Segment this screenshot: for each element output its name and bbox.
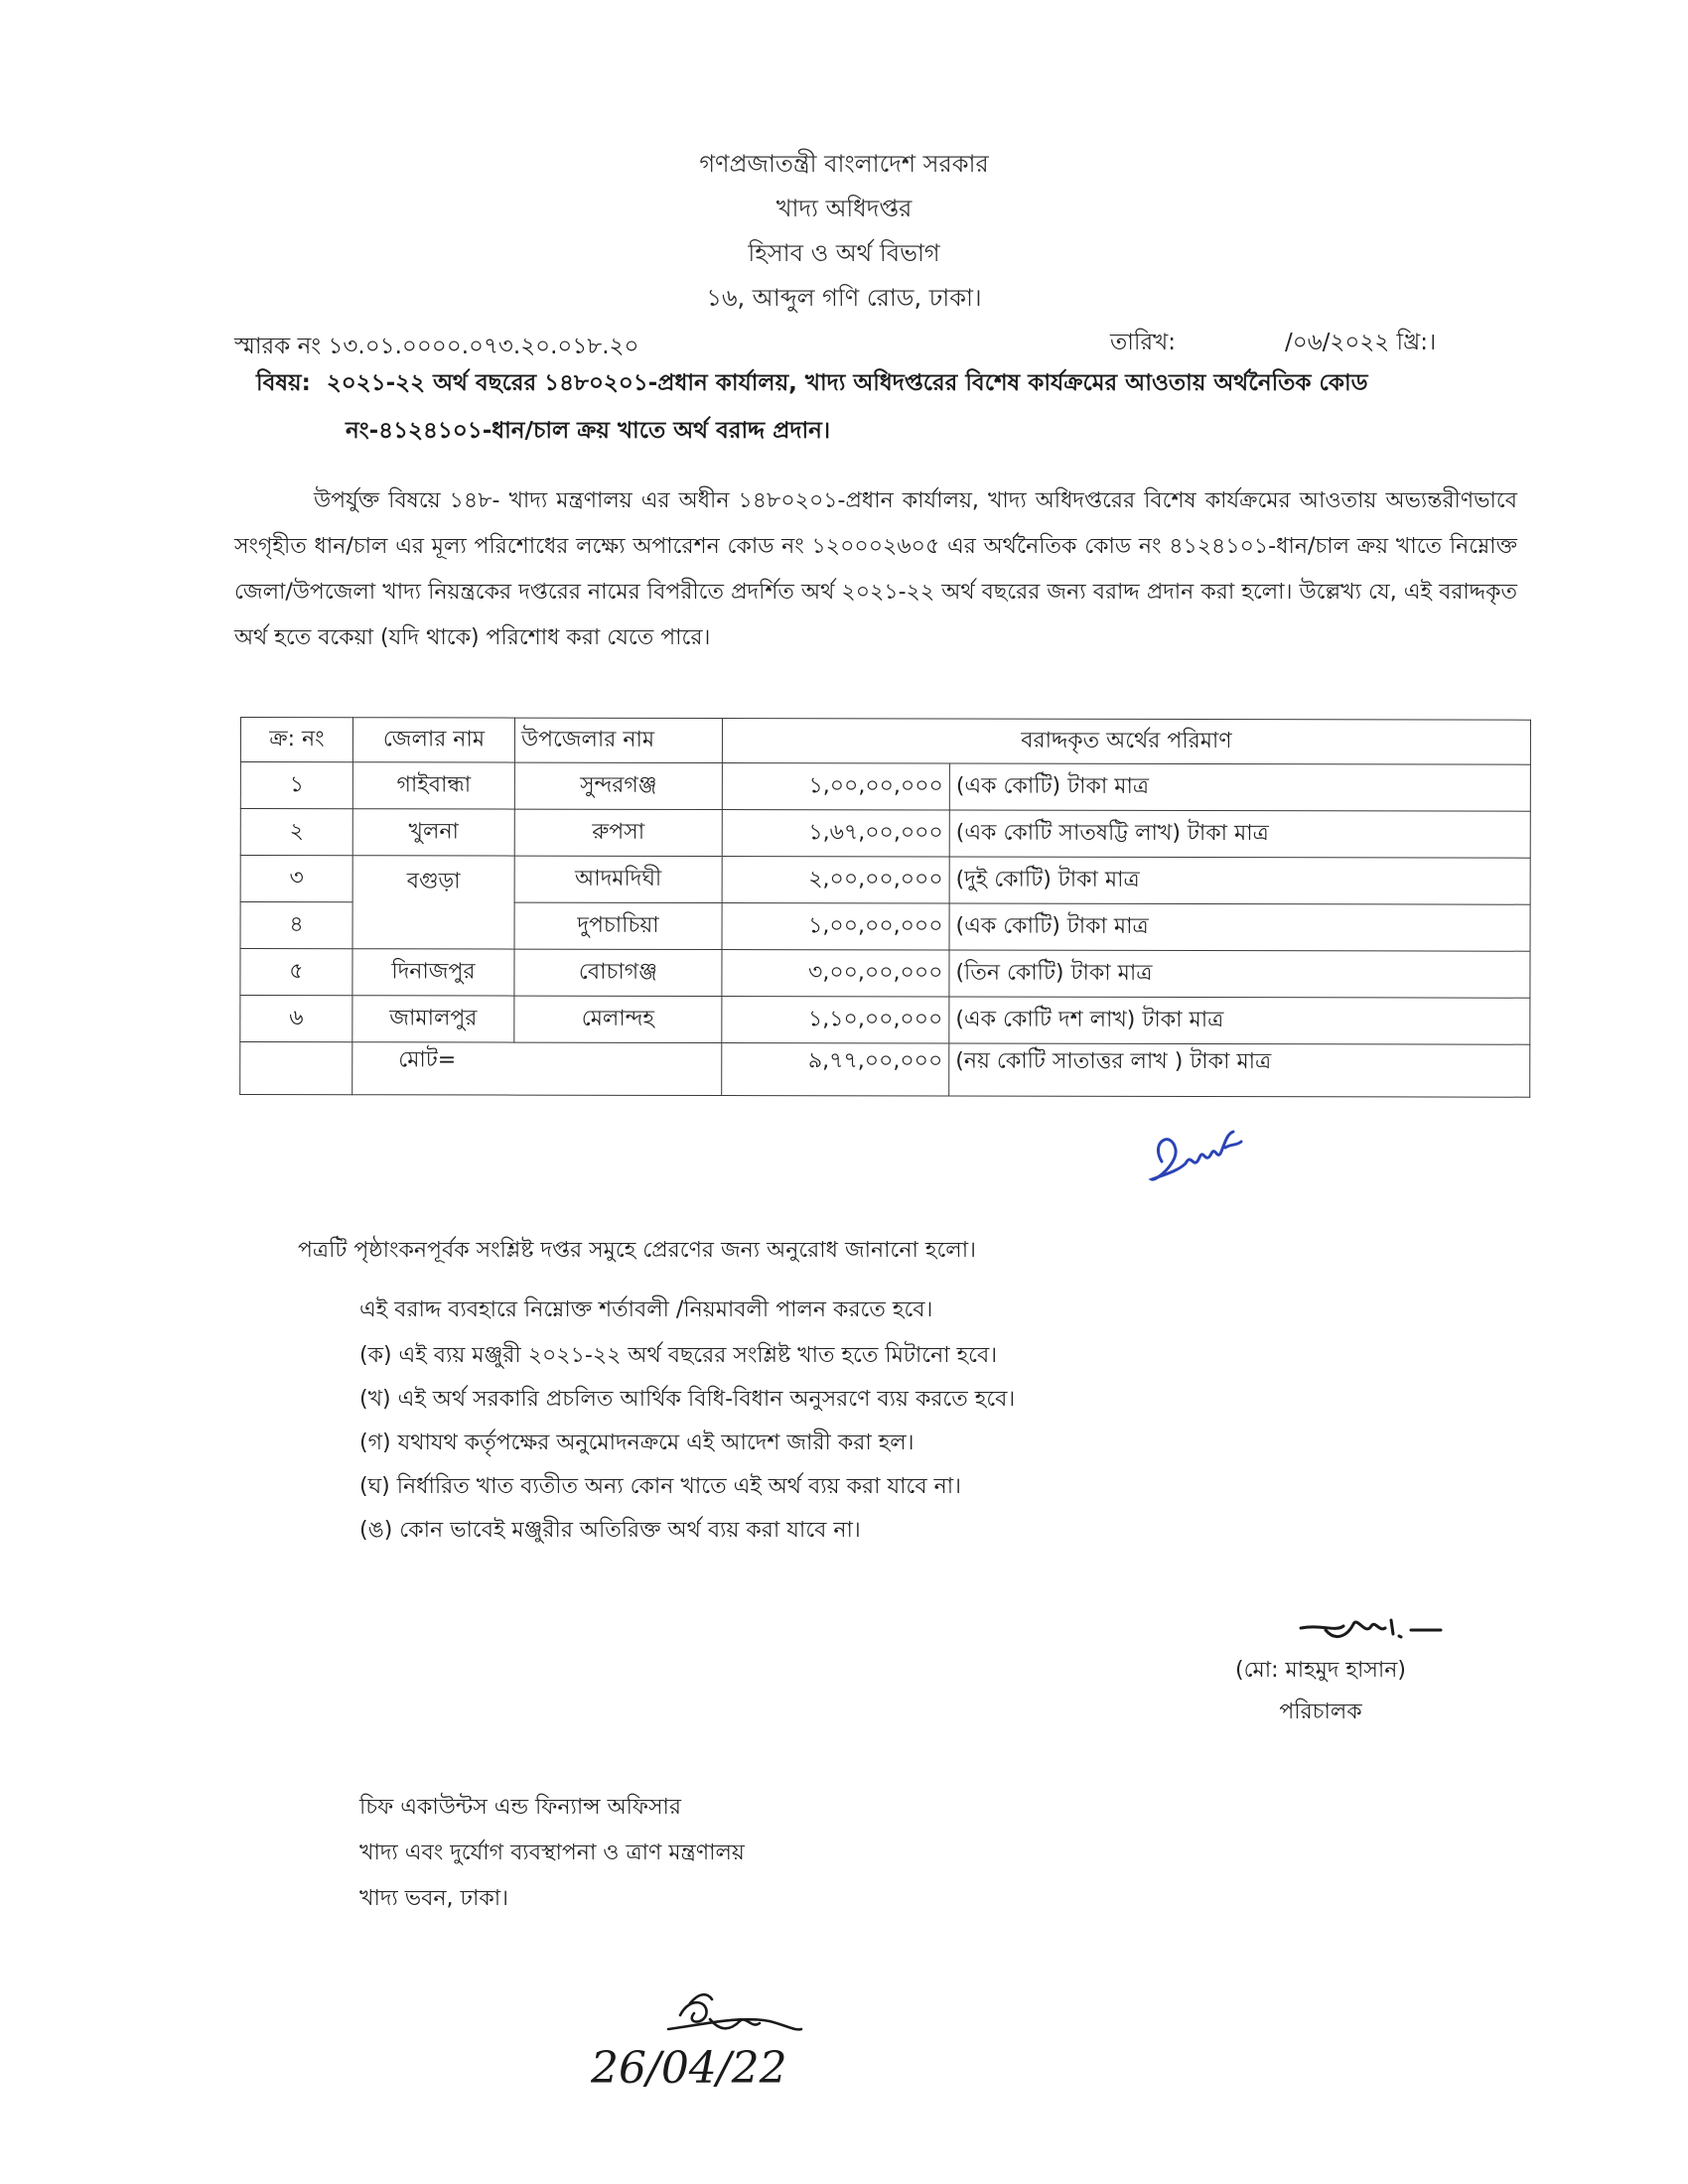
condition-item: (খ) এই অর্থ সরকারি প্রচলিত আর্থিক বিধি-বিধান অনুসরণে ব্যয় করতে হবে।	[359, 1387, 1016, 1412]
header-district: জেলার নাম	[352, 718, 514, 762]
director-signature	[1296, 1606, 1445, 1656]
table-row	[240, 949, 1530, 999]
recipient-line-2: খাদ্য এবং দুর্যোগ ব্যবস্থাপনা ও ত্রাণ মন্ত্রণালয়	[359, 1841, 745, 1865]
header-line-govt: গণপ্রজাতন্ত্রী বাংলাদেশ সরকার	[699, 150, 989, 178]
subject-line-1: ২০২১-২২ অর্থ বছরের ১৪৮০২০১-প্রধান কার্যালয়, খাদ্য অধিদপ্তরের বিশেষ কার্যক্রমের আওতায় অর্থনৈতিক কোড	[326, 370, 1368, 396]
table-total-row	[240, 1042, 1530, 1098]
cell-amount-words: (এক কোটি দশ লাখ) টাকা মাত্র	[949, 997, 1530, 1044]
signatory-block	[1172, 1650, 1470, 1733]
blue-initials-mark	[1142, 1102, 1251, 1191]
cell-amount: ১,০০,০০,০০০	[722, 763, 949, 810]
condition-item: (ক) এই ব্যয় মঞ্জুরী ২০২১-২২ অর্থ বছরের সংশ্লিষ্ট খাত হতে মিটানো হবে।	[359, 1343, 998, 1368]
signatory-designation: পরিচালক	[1279, 1700, 1362, 1724]
condition-item: (গ) যথাযথ কর্তৃপক্ষের অনুমোদনক্রমে এই আদেশ জারী করা হল।	[359, 1431, 914, 1455]
condition-item: (ঙ) কোন ভাবেই মঞ্জুরীর অতিরিক্ত অর্থ ব্যয় করা যাবে না।	[359, 1518, 861, 1543]
recipient-line-3: খাদ্য ভবন, ঢাকা।	[359, 1886, 508, 1911]
cell-amount-words: (এক কোটি) টাকা মাত্র	[949, 903, 1530, 951]
cell-amount: ১,১০,০০,০০০	[722, 997, 949, 1043]
cell-upazila: দুপচাচিয়া	[514, 902, 722, 949]
cell-serial: ৪	[240, 902, 352, 949]
header-line-directorate: খাদ্য অধিদপ্তর	[775, 195, 913, 222]
header-serial: ক্র: নং	[240, 718, 352, 762]
cell-upazila: বোচাগঞ্জ	[514, 949, 722, 996]
subject-label: বিষয়:	[256, 370, 311, 396]
memo-number: স্মারক নং ১৩.০১.০০০০.০৭৩.২০.০১৮.২০	[234, 334, 639, 359]
header-line-address: ১৬, আব্দুল গণি রোড, ঢাকা।	[706, 284, 982, 312]
cell-district: বগুড়া	[352, 856, 514, 949]
table-header-row	[240, 718, 1530, 765]
condition-item: (ঘ) নির্ধারিত খাত ব্যতীত অন্য কোন খাতে এই অর্থ ব্যয় করা যাবে না।	[359, 1474, 961, 1499]
table-row	[240, 856, 1530, 905]
cell-upazila: সুন্দরগঞ্জ	[514, 762, 722, 809]
cell-district: গাইবান্ধা	[352, 762, 514, 809]
subject	[256, 359, 1507, 455]
cell-serial: ৫	[240, 949, 352, 996]
total-amount-words: (নয় কোটি সাতাত্তর লাখ ) টাকা মাত্র	[949, 1043, 1530, 1097]
cell-upazila: রুপসা	[514, 809, 722, 856]
cell-amount: ১,০০,০০,০০০	[722, 903, 949, 950]
cell-district: খুলনা	[352, 809, 514, 856]
request-text: পত্রটি পৃষ্ঠাংকনপূর্বক সংশ্লিষ্ট দপ্তর সমুহে প্রেরণের জন্য অনুরোধ জানানো হলো।	[298, 1238, 976, 1263]
cell-amount: ১,৬৭,০০,০০০	[722, 810, 949, 857]
cell-amount: ২,০০,০০,০০০	[722, 857, 949, 903]
total-amount: ৯,৭৭,০০,০০০	[722, 1043, 949, 1096]
table-row	[240, 809, 1530, 859]
cell-amount: ৩,০০,০০,০০০	[722, 950, 949, 997]
cell-serial: ১	[240, 762, 352, 809]
cell-upazila: আদমদিঘী	[514, 856, 722, 902]
subject-line-2: নং-৪১২৪১০১-ধান/চাল ক্রয় খাতে অর্থ বরাদ্দ প্রদান।	[346, 418, 831, 444]
cell-serial: ২	[240, 809, 352, 856]
header-line-division: হিসাব ও অর্থ বিভাগ	[748, 239, 940, 267]
date-value: /০৬/২০২২ খ্রি:।	[1285, 330, 1437, 355]
table-row	[240, 762, 1530, 812]
cell-amount-words: (এক কোটি সাতষট্টি লাখ) টাকা মাত্র	[949, 810, 1530, 858]
cell-amount-words: (তিন কোটি) টাকা মাত্র	[949, 950, 1530, 998]
cell-amount-words: (এক কোটি) টাকা মাত্র	[949, 763, 1530, 811]
cell-amount-words: (দুই কোটি) টাকা মাত্র	[949, 857, 1530, 904]
table-row	[240, 996, 1530, 1045]
header-amount: বরাদ্দকৃত অর্থের পরিমাণ	[722, 719, 1530, 765]
date-label: তারিখ:	[1110, 330, 1177, 355]
cell-district: জামালপুর	[352, 996, 514, 1042]
signatory-name: (মো: মাহমুদ হাসান)	[1235, 1658, 1406, 1683]
handwritten-signature-date	[591, 1985, 849, 2095]
conditions-intro: এই বরাদ্দ ব্যবহারে নিম্নোক্ত শর্তাবলী /নিয়মাবলী পালন করতে হবে।	[359, 1297, 933, 1322]
cell-serial: ৬	[240, 996, 352, 1042]
memo-date	[1110, 324, 1436, 362]
cell-district: দিনাজপুর	[352, 949, 514, 996]
recipient-line-1: চিফ একাউন্টস এন্ড ফিন্যান্স অফিসার	[359, 1795, 682, 1820]
handwritten-date: 26/04/22	[591, 2043, 787, 2094]
cell-serial: ৩	[240, 856, 352, 902]
total-label: মোট=	[352, 1042, 722, 1096]
header-upazila: উপজেলার নাম	[514, 718, 722, 762]
allocation-table	[239, 717, 1531, 1098]
body-paragraph: উপর্যুক্ত বিষয়ে ১৪৮- খাদ্য মন্ত্রণালয় এর অধীন ১৪৮০২০১-প্রধান কার্যালয়, খাদ্য অধিদপ্তরের বিশেষ কার্যক্রমের আওতায় অভ্যন্তরীণভাবে সংগৃহীত ধান/চাল এর মূল্য পরিশোধের লক্ষ্যে অপারেশন কোড নং ১২০০০২৬০৫ এর অর্থনৈতিক কোড নং ৪১২৪১০১-ধান/চাল ক্রয় খাতে নিম্নোক্ত জেলা/উপজেলা খাদ্য নিয়ন্ত্রকের দপ্তরের নামের বিপরীতে প্রদর্শিত অর্থ ২০২১-২২ অর্থ বছরের জন্য বরাদ্দ প্রদান করা হলো। উল্লেখ্য যে, এই বরাদ্দকৃত অর্থ হতে বকেয়া (যদি থাকে) পরিশোধ করা যেতে পারে।	[234, 488, 1517, 650]
cell-upazila: মেলান্দহ	[514, 996, 722, 1042]
